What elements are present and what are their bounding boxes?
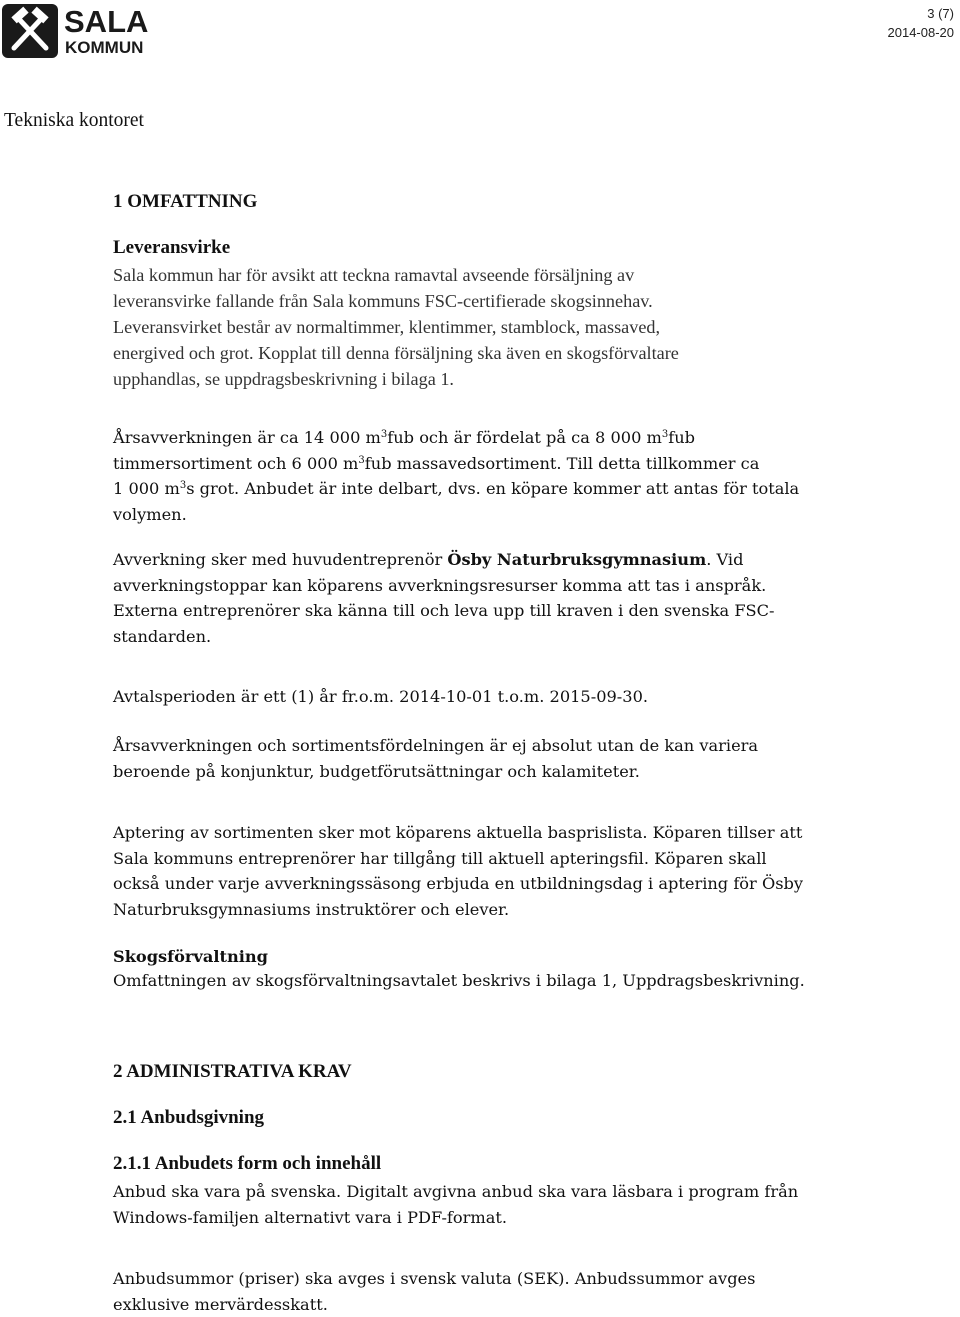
text-line: energived och grot. Kopplat till denna försäljning ska även en skogsförvaltare: [113, 340, 933, 366]
text-line: leveransvirke fallande från Sala kommuns FSC-certifierade skogsinnehav.: [113, 288, 933, 314]
subheading-skogsforvaltning: Skogsförvaltning: [113, 944, 933, 970]
text-line: också under varje avverkningssäsong erbjuda en utbildningsdag i aptering för Ösby: [113, 871, 933, 897]
page-number: 3 (7): [888, 4, 955, 23]
paragraph-aptering: [113, 820, 933, 922]
text-line: Windows-familjen alternativt vara i PDF-format.: [113, 1205, 933, 1231]
text-line: Externa entreprenörer ska känna till och leva upp till kraven i den svenska FSC-: [113, 598, 933, 624]
text-line: Aptering av sortimenten sker mot köparens aktuella basprislista. Köparen tillser att: [113, 820, 933, 846]
text-line: Årsavverkningen är ca 14 000 $m^3fub$ och är fördelat på ca 8 000 $m^3fub$: [113, 425, 933, 451]
text-line: Sala kommuns entreprenörer har tillgång till aktuell apteringsfil. Köparen skall: [113, 846, 933, 872]
text-line: Anbud ska vara på svenska. Digitalt avgivna anbud ska vara läsbara i program från: [113, 1179, 933, 1205]
text-line: Leveransvirket består av normaltimmer, klentimmer, stamblock, massaved,: [113, 314, 933, 340]
section-heading-administrativa-krav: 2 ADMINISTRATIVA KRAV: [113, 1061, 933, 1083]
subheading-leveransvirke: Leveransvirke: [113, 237, 933, 259]
text-line: standarden.: [113, 624, 933, 650]
paragraph-period: Avtalsperioden är ett (1) år fr.o.m. 2014-10-01 t.o.m. 2015-09-30.: [113, 684, 933, 710]
text-line: volymen.: [113, 502, 933, 528]
text-line: beroende på konjunktur, budgetförutsättningar och kalamiteter.: [113, 759, 933, 785]
text-line: Sala kommun har för avsikt att teckna ramavtal avseende försäljning av: [113, 262, 933, 288]
text-line: Årsavverkningen och sortimentsfördelningen är ej absolut utan de kan variera: [113, 733, 933, 759]
contractor-name: Ösby Naturbruksgymnasium: [447, 550, 706, 569]
document-date: 2014-08-20: [888, 23, 955, 42]
text-line: Avverkning sker med huvudentreprenör Ösby Naturbruksgymnasium. Vid: [113, 547, 933, 573]
text-line: Anbudsummor (priser) ska avges i svensk valuta (SEK). Anbudssummor avges: [113, 1266, 933, 1292]
text-line: avverkningstoppar kan köparens avverkningsresurser komma att tas i anspråk.: [113, 573, 933, 599]
sala-kommun-logo: [2, 2, 152, 60]
paragraph-anbud-form: [113, 1179, 933, 1230]
paragraph-anbudssummor: [113, 1266, 933, 1317]
section-heading-omfattning: 1 OMFATTNING: [113, 191, 933, 213]
paragraph-leveransvirke: [113, 262, 933, 392]
logo-text-sala: SALA: [64, 4, 148, 40]
page-meta: [888, 4, 955, 42]
logo-text-kommun: KOMMUN: [65, 38, 143, 58]
subheading-anbudsgivning: 2.1 Anbudsgivning: [113, 1107, 933, 1129]
paragraph-variation: [113, 733, 933, 784]
paragraph-volume: [113, 425, 933, 527]
subheading-anbudets-form: 2.1.1 Anbudets form och innehåll: [113, 1153, 933, 1175]
text-line: timmersortiment och 6 000 $m^3fub$ massavedsortiment. Till detta tillkommer ca: [113, 451, 933, 477]
paragraph-contractor: [113, 547, 933, 649]
text-line: upphandlas, se uppdragsbeskrivning i bilaga 1.: [113, 366, 933, 392]
text-line: Naturbruksgymnasiums instruktörer och elever.: [113, 897, 933, 923]
text-line: 1 000 $m^3s$ grot. Anbudet är inte delbart, dvs. en köpare kommer att antas för totala: [113, 476, 933, 502]
text-line: exklusive mervärdesskatt.: [113, 1292, 933, 1317]
paragraph-skogsforvaltning: Omfattningen av skogsförvaltningsavtalet beskrivs i bilaga 1, Uppdragsbeskrivning.: [113, 968, 933, 994]
office-name: Tekniska kontoret: [4, 110, 144, 132]
